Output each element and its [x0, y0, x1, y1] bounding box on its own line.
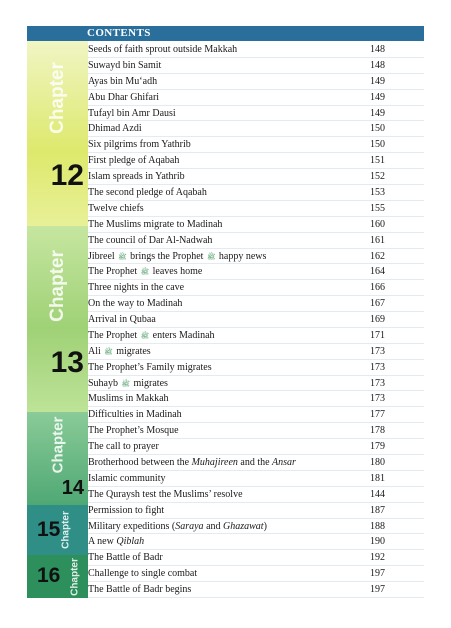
toc-entry[interactable] [88, 264, 424, 280]
entry-page: 180 [370, 457, 385, 469]
entry-title: Islamic community [88, 472, 166, 484]
entry-page: 192 [370, 552, 385, 564]
entry-page: 144 [370, 488, 385, 500]
toc-entry[interactable] [88, 74, 424, 90]
entry-page: 149 [370, 75, 385, 87]
entry-title-part: enters Madinah [152, 329, 215, 341]
entry-title-part: Ali [88, 345, 101, 357]
entry-page: 190 [370, 536, 385, 548]
entry-title [88, 376, 168, 392]
entry-title: The call to prayer [88, 441, 159, 453]
entry-page: 188 [370, 520, 385, 532]
contents-page [27, 26, 424, 598]
toc-entry[interactable] [88, 137, 424, 153]
entry-title: The Prophet’s Family migrates [88, 361, 212, 373]
entry-title: Islam spreads in Yathrib [88, 171, 185, 183]
entry-title: The Battle of Badr begins [88, 584, 192, 596]
entry-title: The second pledge of Aqabah [88, 186, 207, 198]
entry-title: The council of Dar Al-Nadwah [88, 234, 213, 246]
chapter-13-number: 13 [50, 346, 84, 379]
entry-page: 173 [370, 361, 385, 373]
entry-page: 197 [370, 568, 385, 580]
honorific-symbol: ﷺ [104, 347, 113, 356]
entry-title [88, 455, 296, 471]
toc-entry[interactable] [88, 391, 424, 407]
entry-title: The Prophet’s Mosque [88, 425, 179, 437]
entry-title [88, 344, 151, 360]
entry-title-part: migrates [116, 345, 151, 357]
entry-title: Permission to fight [88, 504, 165, 516]
entry-title-part: and the [240, 457, 270, 469]
entry-page: 155 [370, 202, 385, 214]
toc-entry[interactable] [88, 376, 424, 392]
entry-page: 171 [370, 329, 385, 341]
chapter-16-block [27, 555, 88, 598]
honorific-symbol: ﷺ [118, 252, 127, 261]
entry-title-italic: Ansar [272, 457, 296, 469]
entry-page: 152 [370, 171, 385, 183]
toc-entry[interactable] [88, 90, 424, 106]
toc-entry[interactable] [88, 534, 424, 550]
chapter-15-label: Chapter [60, 511, 71, 549]
entry-page: 162 [370, 250, 385, 262]
toc-entry[interactable] [88, 550, 424, 566]
entry-page: 169 [370, 314, 385, 326]
honorific-symbol: ﷺ [140, 268, 150, 277]
entry-page: 179 [370, 441, 385, 453]
entry-title: Difficulties in Madinah [88, 409, 182, 421]
entry-title: Suwayd bin Samit [88, 59, 162, 71]
entry-title-part: Jibreel [88, 250, 115, 262]
entry-title: Abu Dhar Ghifari [88, 91, 160, 103]
entry-title-italic: Muhajireen [191, 457, 238, 469]
contents-title: CONTENTS [87, 27, 151, 39]
entry-page: 148 [370, 59, 385, 71]
entry-title [88, 328, 215, 344]
entry-title: On the way to Madinah [88, 298, 183, 310]
chapter-12-block [27, 41, 88, 226]
chapter-13-label: Chapter [46, 250, 68, 322]
entry-page: 149 [370, 91, 385, 103]
toc-entry[interactable] [88, 280, 424, 296]
entry-title-italic: Ghazawat [223, 520, 264, 532]
toc-entry[interactable] [88, 169, 424, 185]
entry-title-part: Suhayb [88, 377, 118, 389]
toc-entry[interactable] [88, 296, 424, 312]
toc-entry[interactable] [88, 503, 424, 519]
honorific-symbol: ﷺ [121, 379, 130, 388]
entry-page: 164 [370, 266, 385, 278]
entry-title: First pledge of Aqabah [88, 155, 180, 167]
toc-entry[interactable] [88, 455, 424, 471]
contents-header-bar [27, 26, 424, 41]
toc-entry[interactable] [88, 106, 424, 122]
entry-title: The Battle of Badr [88, 552, 163, 564]
toc-entry[interactable] [88, 439, 424, 455]
entry-page: 153 [370, 186, 385, 198]
entry-title: Twelve chiefs [88, 202, 144, 214]
entry-title [88, 534, 144, 550]
entry-title-part: happy news [218, 250, 267, 262]
toc-entry[interactable] [88, 407, 424, 423]
chapter-16-number: 16 [37, 564, 61, 587]
entry-title: Ayas bin Mu‘adh [88, 75, 158, 87]
entry-title-part: leaves home [152, 266, 203, 278]
toc-entry[interactable] [88, 249, 424, 265]
entry-page: 178 [370, 425, 385, 437]
entry-title [88, 249, 266, 265]
entry-page: 167 [370, 298, 385, 310]
entry-title-part: ) [263, 520, 267, 532]
toc-entry[interactable] [88, 42, 424, 58]
entry-page: 160 [370, 218, 385, 230]
entry-title: Tufayl bin Amr Dausi [88, 107, 176, 119]
honorific-symbol: ﷺ [140, 331, 150, 340]
chapter-12-label: Chapter [46, 61, 68, 134]
entry-title: Muslims in Makkah [88, 393, 169, 405]
entry-title-part: and [206, 520, 221, 532]
entry-page: 150 [370, 139, 385, 151]
entry-title-part: A new [88, 536, 114, 548]
entry-title-part: Military expeditions ( [88, 520, 176, 532]
toc-entry[interactable] [88, 519, 424, 535]
toc-entry[interactable] [88, 582, 424, 598]
entry-page: 151 [370, 155, 385, 167]
toc-entry[interactable] [88, 201, 424, 217]
entry-page: 173 [370, 345, 385, 357]
toc-entry[interactable] [88, 360, 424, 376]
chapter-13-block [27, 226, 88, 412]
entry-title: The Muslims migrate to Madinah [88, 218, 223, 230]
entry-page: 173 [370, 393, 385, 405]
entry-title: Three nights in the cave [88, 282, 185, 294]
entry-title: Six pilgrims from Yathrib [88, 139, 191, 151]
toc-entry[interactable] [88, 566, 424, 582]
entry-title: Challenge to single combat [88, 568, 198, 580]
chapter-14-number: 14 [61, 477, 84, 499]
entry-page: 150 [370, 123, 385, 135]
entry-page: 197 [370, 584, 385, 596]
chapter-15-number: 15 [37, 518, 61, 541]
toc-entry[interactable] [88, 471, 424, 487]
entry-title [88, 264, 202, 280]
toc-entry[interactable] [88, 217, 424, 233]
entry-title-part: migrates [133, 377, 168, 389]
toc-entry[interactable] [88, 328, 424, 344]
chapter-14-block [27, 412, 88, 505]
chapter-12-number: 12 [50, 159, 84, 192]
entry-title-part: brings the Prophet [130, 250, 204, 262]
entry-page: 187 [370, 504, 385, 516]
entry-page: 149 [370, 107, 385, 119]
entry-title-italic: Qiblah [116, 536, 145, 548]
entry-page: 161 [370, 234, 385, 246]
entry-title: Dhimad Azdi [88, 123, 142, 135]
entry-title-italic: Saraya [175, 520, 204, 532]
chapter-14-label: Chapter [49, 416, 66, 473]
toc-entry[interactable] [88, 153, 424, 169]
toc-entry[interactable] [88, 487, 424, 503]
toc-entry[interactable] [88, 312, 424, 328]
entry-page: 148 [370, 44, 385, 55]
entry-title: Arrival in Qubaa [88, 314, 156, 326]
toc-entry[interactable] [88, 185, 424, 201]
toc-entry[interactable] [88, 121, 424, 137]
chapter-16-label: Chapter [69, 557, 80, 596]
toc-entry[interactable] [88, 423, 424, 439]
entry-title-part: Brotherhood between the [88, 457, 190, 469]
entry-page: 181 [370, 472, 385, 484]
chapter-15-block [27, 505, 88, 555]
entry-page: 173 [370, 377, 385, 389]
toc-entry[interactable] [88, 58, 424, 74]
entry-page: 166 [370, 282, 385, 294]
entry-title-part: The Prophet [88, 266, 138, 278]
entry-title-part: The Prophet [88, 329, 138, 341]
honorific-symbol: ﷺ [206, 252, 216, 261]
entry-title: Seeds of faith sprout outside Makkah [88, 44, 238, 55]
entry-page: 177 [370, 409, 385, 421]
toc-entry[interactable] [88, 344, 424, 360]
entry-title: The Quraysh test the Muslims’ resolve [88, 488, 243, 500]
toc-entry[interactable] [88, 233, 424, 249]
entry-title [88, 519, 267, 535]
